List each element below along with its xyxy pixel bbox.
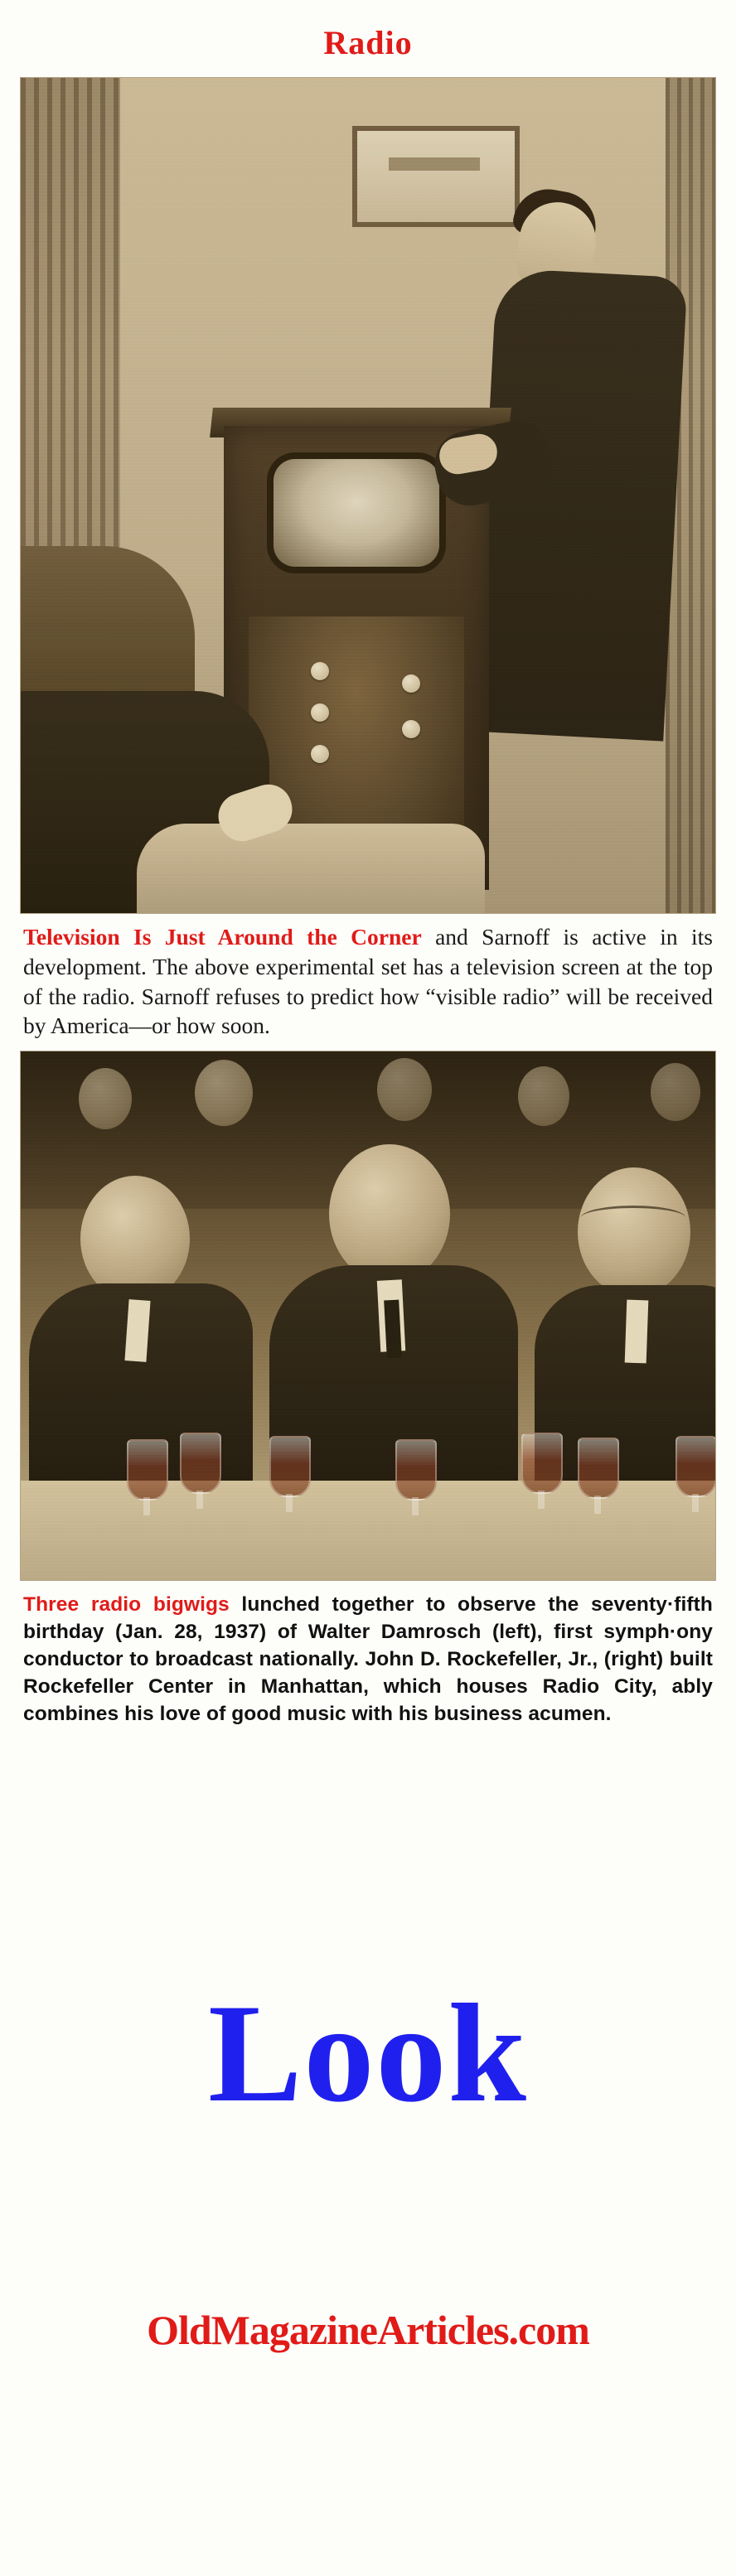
background-head: [79, 1068, 132, 1129]
eyeglasses-icon: [581, 1206, 685, 1230]
caption-lead: Three radio bigwigs: [23, 1593, 230, 1616]
photograph-three-radio-bigwigs: [20, 1051, 716, 1581]
television-screen: [274, 459, 439, 567]
wine-glass: [675, 1436, 716, 1497]
background-head: [377, 1058, 432, 1121]
caption-photo-two: [20, 1581, 716, 1734]
man-center-head: [329, 1144, 450, 1283]
wine-glass: [180, 1433, 221, 1494]
wine-glass: [269, 1436, 311, 1497]
armchair: [137, 824, 485, 914]
background-head: [518, 1066, 569, 1126]
wine-glass: [395, 1439, 437, 1501]
man-suit: [473, 268, 688, 741]
cabinet-knob: [311, 662, 329, 680]
caption-body: and Sarnoff is active in its development. The above experimental set has a television screen at the top of the radio. Sarnoff refuses to predict how “visible radio” will be received by America—or how soon.: [23, 924, 713, 1039]
magazine-masthead: Look: [208, 1975, 528, 2132]
wine-glass: [521, 1433, 563, 1494]
background-head: [195, 1060, 253, 1126]
cabinet-knob: [311, 745, 329, 763]
magazine-masthead-block: [20, 1734, 716, 2273]
caption-lead: Television Is Just Around the Corner: [23, 924, 422, 950]
photograph-television-set: [20, 77, 716, 914]
background-head: [651, 1063, 700, 1121]
wine-glass: [127, 1439, 168, 1501]
site-name[interactable]: OldMagazineArticles.com: [147, 2307, 589, 2354]
caption-body: lunched together to observe the seventy·fifth birthday (Jan. 28, 1937) of Walter Damrosch (left), first symph·ony conductor to broadcast nationally. John D. Rockefeller, Jr., (right) built Rockefeller Center in Manhattan, which houses Radio City, ably combines his love of good music with his business acumen.: [23, 1593, 713, 1726]
page-title: Radio: [323, 24, 413, 61]
caption-photo-one: [20, 914, 716, 1051]
cabinet-knob: [311, 703, 329, 722]
man-center-necktie: [384, 1300, 402, 1359]
wine-glass: [578, 1438, 619, 1499]
man-right-head: [578, 1167, 690, 1297]
man-right-shirt: [625, 1300, 649, 1364]
cabinet-knob: [402, 674, 420, 693]
cabinet-knob: [402, 720, 420, 738]
man-left-shirt: [124, 1299, 150, 1362]
wall-picture-frame: [352, 126, 520, 227]
site-footer: [20, 2273, 716, 2392]
article-content: [20, 77, 716, 2392]
